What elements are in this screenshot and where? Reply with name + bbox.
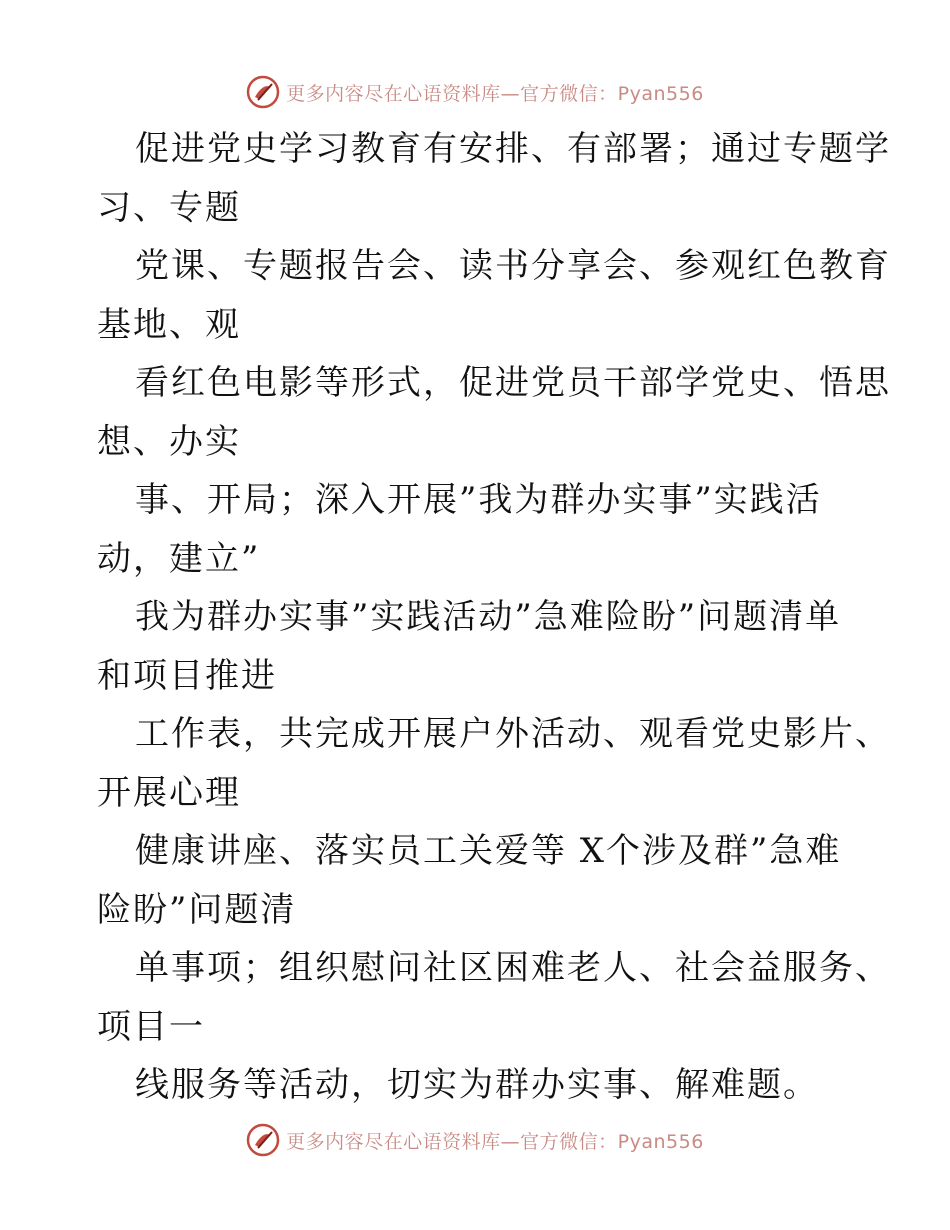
text-line: 看红色电影等形式，促进党员干部学党史、悟思 — [135, 363, 891, 403]
header-watermark — [0, 72, 950, 112]
text-line: 我为群办实事”实践活动”急难险盼”问题清单 — [135, 597, 842, 637]
watermark-text: 更多内容尽在心语资料库—官方微信：Pyan556 — [286, 1130, 704, 1153]
footer-watermark — [0, 1120, 950, 1160]
text-line: 动，建立” — [97, 538, 261, 579]
seal-logo-icon — [246, 75, 280, 109]
text-line: 党课、专题报告会、读书分享会、参观红色教育 — [135, 246, 891, 286]
text-line: 险盼”问题清 — [97, 889, 297, 930]
seal-logo-icon — [246, 1123, 280, 1157]
text-line: 健康讲座、落实员工关爱等 X个涉及群”急难 — [135, 831, 842, 871]
text-line: 开展心理 — [97, 772, 241, 813]
text-line: 项目一 — [97, 1006, 205, 1047]
document-body — [97, 120, 891, 1115]
text-line: 事、开局；深入开展”我为群办实事”实践活 — [135, 480, 822, 520]
text-line: 单事项；组织慰问社区困难老人、社会益服务、 — [135, 948, 891, 988]
text-line: 线服务等活动，切实为群办实事、解难题。 — [135, 1065, 819, 1105]
text-line: 基地、观 — [97, 304, 241, 345]
text-line: 促进党史学习教育有安排、有部署；通过专题学 — [135, 129, 891, 169]
watermark-text: 更多内容尽在心语资料库—官方微信：Pyan556 — [286, 82, 704, 105]
text-line: 想、办实 — [97, 421, 241, 462]
text-line: 习、专题 — [97, 187, 241, 228]
text-line: 和项目推进 — [97, 655, 277, 696]
text-line: 工作表，共完成开展户外活动、观看党史影片、 — [135, 714, 891, 754]
